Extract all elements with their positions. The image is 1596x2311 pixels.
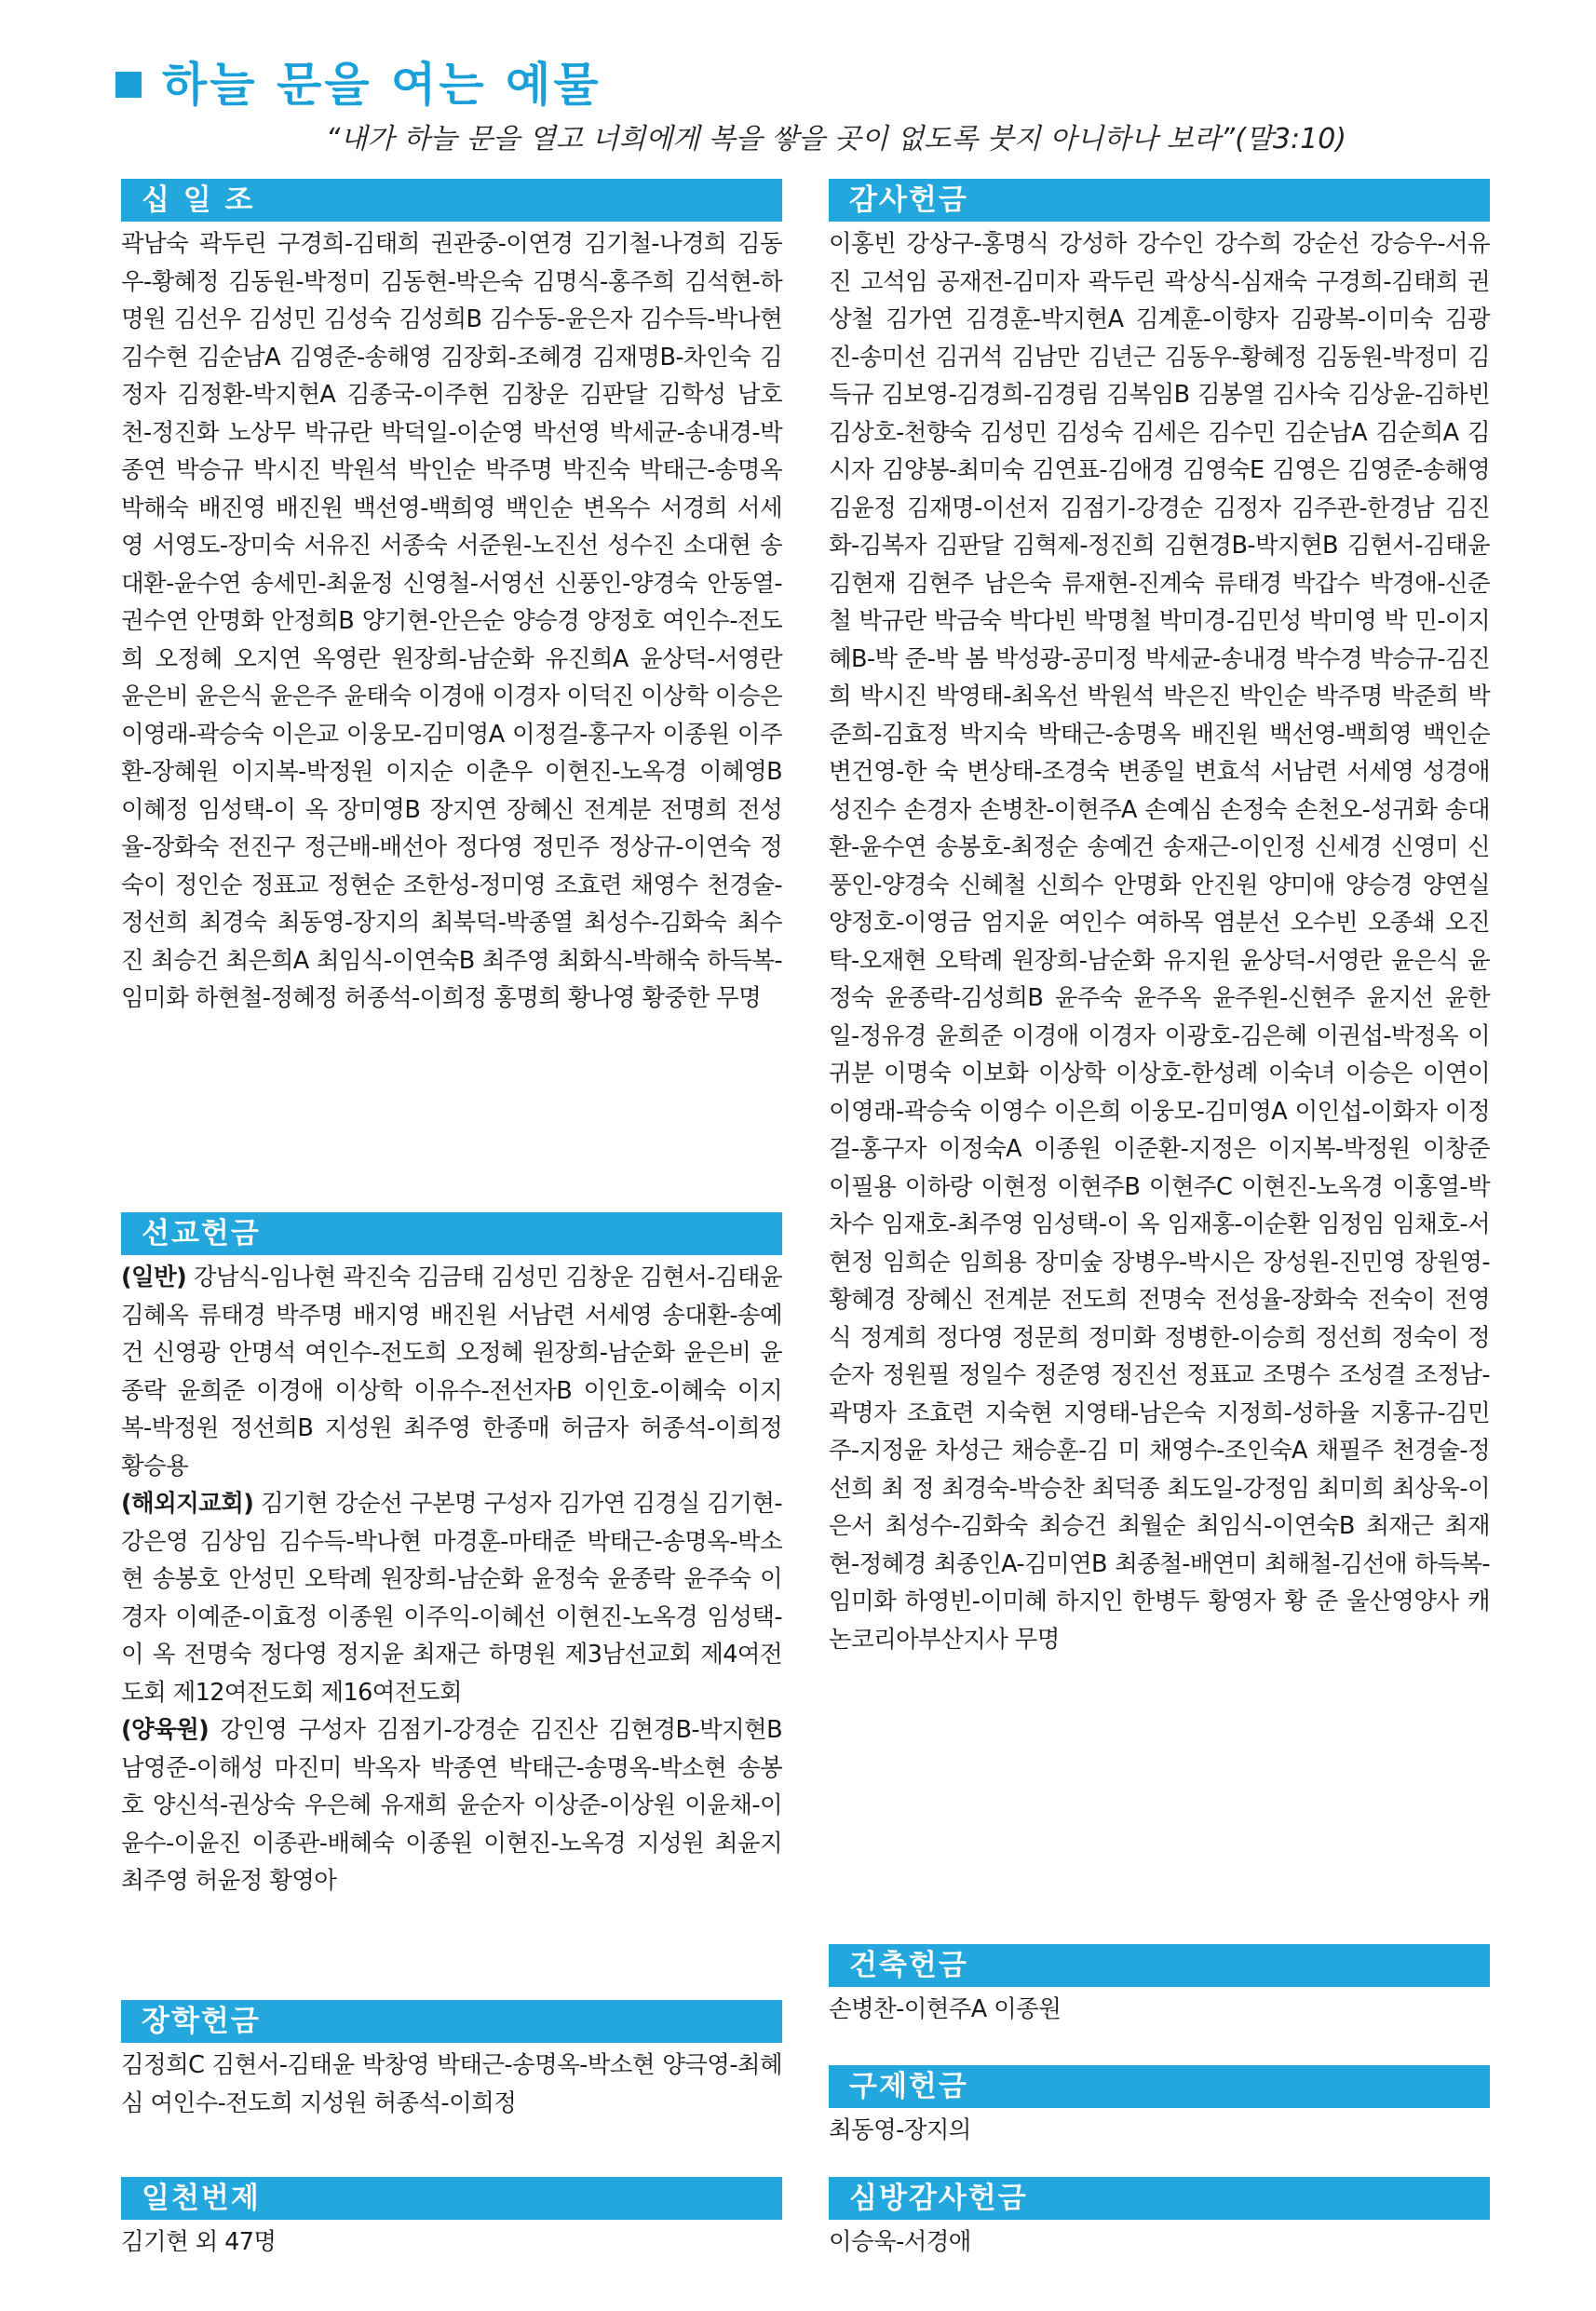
section-title-thanks: 감사헌금 bbox=[829, 179, 1490, 222]
section-title-scholarship: 장학헌금 bbox=[121, 2000, 782, 2043]
section-title-visit-thanks: 심방감사헌금 bbox=[829, 2177, 1490, 2220]
section-title-building: 건축헌금 bbox=[829, 1944, 1490, 1987]
mission-group-text: 김기현 강순선 구본명 구성자 김가연 김경실 김기현-강은영 김상임 김수득-박나현 마경훈-마태준 박태근-송명옥-박소현 송봉호 안성민 오탁례 원장희-남순화 윤정숙 윤종락 윤주숙 이경자 이예준-이효정 이종원 이주익-이혜선 이현진-노옥경 임성택-이 옥 전명숙 정다영 정지윤 최재근 하명원 제3남선교회 제4여전도회 제12여전도회 제16여전도회 bbox=[121, 1490, 782, 1707]
page-header bbox=[115, 58, 602, 112]
mission-group-label: (양육원) bbox=[121, 1716, 210, 1744]
mission-group-text: 강인영 구성자 김점기-강경순 김진산 김현경B-박지현B 남영준-이해성 마진미 박옥자 박종연 박태근-송명옥-박소현 송봉호 양신석-권상숙 우은혜 유재희 윤순자 이상준-이상원 이윤채-이윤수-이윤진 이종관-배혜숙 이종원 이현진-노옥경 지성원 최윤지 최주영 허윤정 황영아 bbox=[121, 1716, 782, 1895]
section-relief bbox=[829, 2065, 1490, 2150]
section-title-relief: 구제헌금 bbox=[829, 2065, 1490, 2108]
section-body-tithe: 곽남숙 곽두린 구경희-김태희 권관중-이연경 김기철-나경희 김동우-황혜정 김동원-박정미 김동현-박은숙 김명식-홍주희 김석현-하명원 김선우 김성민 김성숙 김성희B 김수동-윤은자 김수득-박나현 김수현 김순남A 김영준-송해영 김장회-조혜경 김재명B-차인숙 김정자 김정환-박지현A 김종국-이주현 김창운 김판달 김학성 남호천-정진화 노상무 박규란 박덕일-이순영 박선영 박세균-송내경-박종연 박승규 박시진 박원석 박인순 박주명 박진숙 박태근-송명옥 박해숙 배진영 배진원 백선영-백희영 백인순 변옥수 서경희 서세영 서영도-장미숙 서유진 서종숙 서준원-노진선 성수진 소대현 송대환-윤수연 송세민-최윤정 신영철-서영선 신풍인-양경숙 안동열-권수연 안명화 안정희B 양기현-안은순 양승경 양정호 여인수-전도희 오정혜 오지연 옥영란 원장희-남순화 유진희A 윤상덕-서영란 윤은비 윤은식 윤은주 윤태숙 이경애 이경자 이덕진 이상학 이승은 이영래-곽승숙 이은교 이웅모-김미영A 이정걸-홍구자 이종원 이주환-장혜원 이지복-박정원 이지순 이춘우 이현진-노옥경 이혜영B 이혜정 임성택-이 옥 장미영B 장지연 장혜신 전계분 전명희 전성율-장화숙 전진구 정근배-배선아 정다영 정민주 정상규-이연숙 정숙이 정인순 정표교 정현순 조한성-정미영 조효련 채영수 천경술-정선희 최경숙 최동영-장지의 최북덕-박종열 최성수-김화숙 최수진 최승건 최은희A 최임식-이연숙B 최주영 최화식-박해숙 하득복-임미화 하현철-정혜정 허종석-이희정 홍명희 황나영 황중한 무명 bbox=[121, 230, 782, 1012]
section-tithe bbox=[121, 179, 782, 1018]
section-title-tithe: 십 일 조 bbox=[121, 179, 782, 222]
mission-group-orphanage bbox=[121, 1711, 782, 1900]
section-scholarship bbox=[121, 2000, 782, 2122]
section-title-mission: 선교헌금 bbox=[121, 1212, 782, 1255]
section-mission bbox=[121, 1212, 782, 1900]
mission-group-label: (일반) bbox=[121, 1264, 187, 1291]
mission-group-text: 강남식-임나현 곽진숙 김금태 김성민 김창운 김현서-김태윤 김혜옥 류태경 박주명 배지영 배진원 서남련 서세영 송대환-송예건 신영광 안명석 여인수-전도희 오정혜 원장희-남순화 윤은비 윤종락 윤희준 이경애 이상학 이유수-전선자B 이인호-이혜숙 이지복-박정원 정선희B 지성원 최주영 한종매 허금자 허종석-이희정 황승용 bbox=[121, 1264, 782, 1480]
section-body-mission bbox=[121, 1255, 782, 1900]
page-title: 하늘 문을 여는 예물 bbox=[162, 58, 602, 112]
section-building bbox=[829, 1944, 1490, 2029]
section-body-visit-thanks: 이승욱-서경애 bbox=[829, 2228, 971, 2256]
section-thanks bbox=[829, 179, 1490, 1658]
mission-group-general bbox=[121, 1259, 782, 1485]
section-body-first-fruit: 김기현 외 47명 bbox=[121, 2228, 277, 2256]
section-body-relief: 최동영-장지의 bbox=[829, 2116, 971, 2144]
mission-group-overseas bbox=[121, 1485, 782, 1711]
section-first-fruit bbox=[121, 2177, 782, 2262]
section-title-first-fruit: 일천번제 bbox=[121, 2177, 782, 2220]
section-visit-thanks bbox=[829, 2177, 1490, 2262]
section-body-thanks: 이홍빈 강상구-홍명식 강성하 강수인 강수희 강순선 강승우-서유진 고석임 공재전-김미자 곽두린 곽상식-심재숙 구경희-김태희 권상철 김가연 김경훈-박지현A 김계훈-이향자 김광복-이미숙 김광진-송미선 김귀석 김남만 김년근 김동우-황혜정 김동원-박정미 김득규 김보영-김경희-김경림 김복임B 김봉열 김사숙 김상윤-김하빈 김상호-천향숙 김성민 김성숙 김세은 김수민 김순남A 김순희A 김시자 김양봉-최미숙 김연표-김애경 김영숙E 김영은 김영준-송해영 김윤정 김재명-이선저 김점기-강경순 김정자 김주관-한경남 김진화-김복자 김판달 김혁제-정진희 김현경B-박지현B 김현서-김태윤 김현재 김현주 남은숙 류재현-진계숙 류태경 박갑수 박경애-신준철 박규란 박금숙 박다빈 박명철 박미경-김민성 박미영 박 민-이지혜B-박 준-박 봄 박성광-공미정 박세균-송내경 박수경 박승규-김진희 박시진 박영태-최옥선 박원석 박은진 박인순 박주명 박준희 박준희-김효정 박지숙 박태근-송명옥 배진원 백선영-백희영 백인순 변건영-한 숙 변상태-조경숙 변종일 변효석 서남련 서세영 성경애 성진수 손경자 손병찬-이현주A 손예심 손정숙 손천오-성귀화 송대환-윤수연 송봉호-최정순 송예건 송재근-이인정 신세경 신영미 신풍인-양경숙 신혜철 신희수 안명화 안진원 양미애 양승경 양연실 양정호-이영금 엄지윤 여인수 여하목 염분선 오수빈 오종쇄 오진탁-오재현 오탁례 원장희-남순화 유지원 윤상덕-서영란 윤은식 윤정숙 윤종락-김성희B 윤주숙 윤주옥 윤주원-신현주 윤지선 윤한일-정유경 윤희준 이경애 이경자 이광호-김은혜 이권섭-박정옥 이귀분 이명숙 이보화 이상학 이상호-한성례 이숙녀 이승은 이연이 이영래-곽승숙 이영수 이은희 이웅모-김미영A 이인섭-이화자 이정걸-홍구자 이정숙A 이종원 이준환-지정은 이지복-박정원 이창준 이필용 이하랑 이현정 이현주B 이현주C 이현진-노옥경 이홍열-박차수 임재호-최주영 임성택-이 옥 임재홍-이순환 임정임 임채호-서현정 임희순 임희용 장미숲 장병우-박시은 장성원-진민영 장원영-황혜경 장혜신 전계분 전도희 전명숙 전성율-장화숙 전숙이 전영식 정계희 정다영 정문희 정미화 정병한-이승희 정선희 정숙이 정순자 정원필 정일수 정준영 정진선 정표교 조명수 조성결 조정남-곽명자 조효련 지숙현 지영태-남은숙 지정희-성하율 지홍규-김민주-지정윤 차성근 채승훈-김 미 채영수-조인숙A 채필주 천경술-정선희 최 정 최경숙-박승찬 최덕종 최도일-강정임 최미희 최상욱-이은서 최성수-김화숙 최승건 최월순 최임식-이연숙B 최재근 최재현-정혜경 최종인A-김미연B 최종철-배연미 최해철-김선애 하득복-임미화 하영빈-이미혜 하지인 한병두 황영자 황 준 울산영양사 캐논코리아부산지사 무명 bbox=[829, 230, 1490, 1654]
section-body-scholarship: 김정희C 김현서-김태윤 박창영 박태근-송명옥-박소현 양극영-최혜심 여인수-전도희 지성원 허종석-이희정 bbox=[121, 2051, 782, 2117]
mission-group-label: (해외지교회) bbox=[121, 1490, 254, 1518]
section-body-building: 손병찬-이현주A 이종원 bbox=[829, 1995, 1062, 2023]
bible-verse: “내가 하늘 문을 열고 너희에게 복을 쌓을 곳이 없도록 붓지 아니하나 보라”(말3:10) bbox=[325, 123, 1346, 155]
title-square-icon bbox=[115, 72, 142, 98]
